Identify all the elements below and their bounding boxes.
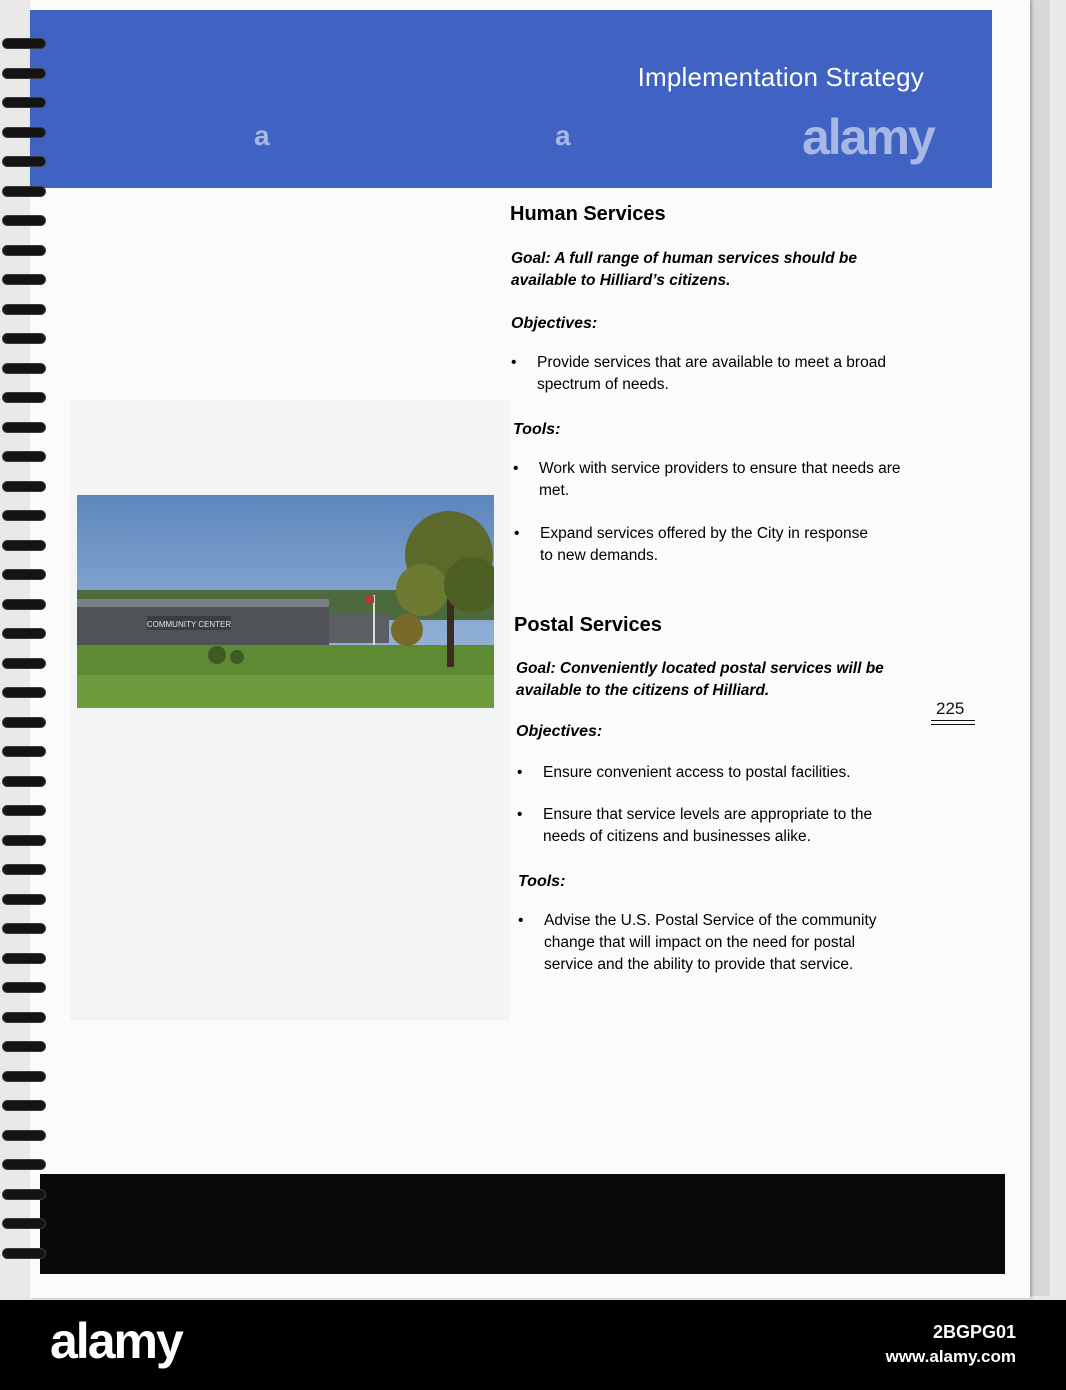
page-number-rule — [931, 724, 975, 725]
binding-coil — [2, 982, 46, 993]
binding-coil — [2, 776, 46, 787]
human-services-tools-label: Tools: — [513, 421, 561, 438]
binding-coil — [2, 68, 46, 79]
binding-coil — [2, 127, 46, 138]
binding-coil — [2, 451, 46, 462]
binding-coil — [2, 38, 46, 49]
page-number: 225 — [936, 699, 965, 718]
binding-coil — [2, 805, 46, 816]
spiral-binding — [0, 30, 52, 1280]
binding-coil — [2, 304, 46, 315]
binding-coil — [2, 717, 46, 728]
binding-coil — [2, 1130, 46, 1141]
bleed-through-panel — [70, 400, 510, 1020]
binding-coil — [2, 540, 46, 551]
postal-services-goal: Goal: Conveniently located postal services will be available to the citizens of Hilliard. — [516, 660, 884, 699]
header-band — [30, 10, 992, 188]
binding-coil — [2, 1189, 46, 1200]
page-title: Implementation Strategy — [637, 62, 924, 92]
binding-coil — [2, 422, 46, 433]
binding-coil — [2, 215, 46, 226]
section-heading-postal-services: Postal Services — [514, 614, 662, 636]
postal-services-objectives-label: Objectives: — [516, 723, 603, 740]
binding-coil — [2, 156, 46, 167]
binding-coil — [2, 923, 46, 934]
binding-coil — [2, 599, 46, 610]
human-services-objectives-label: Objectives: — [511, 315, 598, 332]
binding-coil — [2, 363, 46, 374]
site-url: www.alamy.com — [885, 1347, 1016, 1366]
binding-coil — [2, 1218, 46, 1229]
binding-coil — [2, 835, 46, 846]
binding-coil — [2, 687, 46, 698]
binding-coil — [2, 1071, 46, 1082]
list-item: • Provide services that are available to meet a broad spectrum of needs. — [511, 352, 907, 396]
binding-coil — [2, 245, 46, 256]
building-sign-text: COMMUNITY CENTER — [146, 620, 232, 629]
binding-coil — [2, 1248, 46, 1259]
footer-band — [40, 1174, 1005, 1274]
binding-coil — [2, 894, 46, 905]
binding-coil — [2, 1159, 46, 1170]
page-number-rule — [931, 720, 975, 721]
binding-coil — [2, 746, 46, 757]
binding-coil — [2, 1041, 46, 1052]
list-item: • Expand services offered by the City in response to new demands. — [514, 523, 870, 567]
watermark-logo: alamy — [802, 109, 934, 165]
human-services-goal: Goal: A full range of human services should be available to Hilliard’s citizens. — [511, 250, 857, 289]
postal-services-tools-label: Tools: — [518, 873, 566, 890]
list-item: • Ensure that service levels are appropriate to the needs of citizens and businesses alike. — [517, 804, 913, 848]
list-item: • Advise the U.S. Postal Service of the community change that will impact on the need for postal service and the ability to provide that service. — [518, 910, 889, 976]
community-center-photo — [77, 495, 494, 708]
binding-coil — [2, 510, 46, 521]
binding-coil — [2, 97, 46, 108]
image-id: 2BGPG01 — [932, 1322, 1016, 1342]
alamy-logo: alamy — [50, 1313, 182, 1369]
watermark-letter: a — [555, 120, 571, 151]
binding-coil — [2, 333, 46, 344]
list-item: • Ensure convenient access to postal facilities. — [517, 762, 923, 784]
watermark-letter: a — [254, 120, 270, 151]
list-item: • Work with service providers to ensure that needs are met. — [513, 458, 909, 502]
binding-coil — [2, 628, 46, 639]
binding-coil — [2, 186, 46, 197]
binding-coil — [2, 392, 46, 403]
binding-coil — [2, 274, 46, 285]
binding-coil — [2, 569, 46, 580]
section-heading-human-services: Human Services — [510, 203, 666, 225]
binding-coil — [2, 658, 46, 669]
binding-coil — [2, 953, 46, 964]
binding-coil — [2, 1100, 46, 1111]
binding-coil — [2, 864, 46, 875]
binding-coil — [2, 481, 46, 492]
binding-coil — [2, 1012, 46, 1023]
